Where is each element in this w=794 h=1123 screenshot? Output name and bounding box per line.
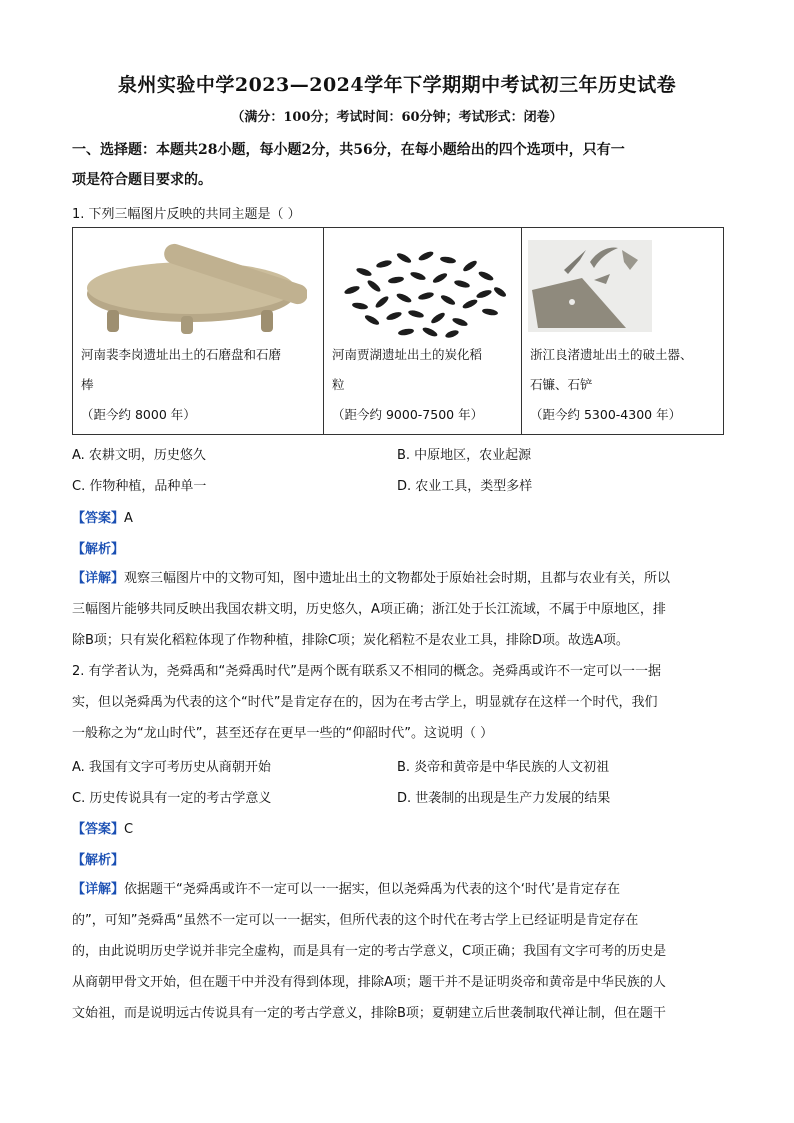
q1-stem: 1. 下列三幅图片反映的共同主题是（ ） (72, 207, 301, 222)
q1-answer-value: A (124, 511, 133, 526)
q2-option-d: D. 世袭制的出现是生产力发展的结果 (397, 791, 611, 806)
q2-stem-line-2: 实，但以尧舜禹为代表的这个“时代”是肯定存在的，因为在考古学上，明显就存在这样一个时代，我们 (72, 695, 658, 710)
q1-caption-3-line-2: 石镰、石铲 (530, 377, 593, 392)
q1-caption-3-line-1: 浙江良渚遗址出土的破土器、 (530, 347, 693, 362)
q1-image-cell-1 (73, 228, 324, 435)
q1-detail-label: 【详解】 (72, 571, 125, 586)
q1-answer (72, 507, 133, 526)
grinding-stone-image (81, 238, 307, 338)
q2-detail-line-3: 的，由此说明历史学说并非完全虚构，而是具有一定的考古学意义，C项正确；我国有文字可考的历史是 (72, 944, 667, 959)
q2-stem (72, 656, 724, 749)
q2-answer (72, 818, 133, 837)
q1-caption-2-line-2: 粒 (332, 377, 345, 392)
q1-option-d: D. 农业工具，类型多样 (397, 479, 533, 494)
q1-caption-2-date: （距今约 9000-7500 年） (332, 407, 484, 422)
q1-detail-line-2: 三幅图片能够共同反映出我国农耕文明，历史悠久，A项正确；浙江处于长江流域，不属于中原地区，排 (72, 602, 666, 617)
q2-detail (72, 874, 724, 1029)
section-heading-line-2: 项是符合题目要求的。 (72, 172, 212, 188)
q1-detail-line-1: 观察三幅图片中的文物可知，图中遗址出土的文物都处于原始社会时期，且都与农业有关，所以 (124, 571, 671, 586)
q1-caption-1-line-1: 河南裴李岗遗址出土的石磨盘和石磨 (81, 347, 282, 362)
q1-image-cell-3 (522, 228, 724, 435)
q1-answer-label: 【答案】 (72, 511, 125, 526)
stone-tools-image (528, 240, 652, 332)
q1-analysis-label: 【解析】 (72, 542, 125, 557)
q1-option-b: B. 中原地区，农业起源 (397, 448, 532, 463)
q2-answer-value: C (124, 822, 134, 837)
exam-subtitle: （满分：100分；考试时间：60分钟；考试形式：闭卷） (231, 110, 563, 125)
q1-image-table (72, 227, 724, 435)
q2-analysis-label: 【解析】 (72, 853, 125, 868)
section-heading (72, 135, 732, 195)
carbonized-rice-image (334, 242, 510, 340)
q1-caption-1-date: （距今约 8000 年） (81, 407, 196, 422)
q1-option-c: C. 作物种植，品种单一 (72, 479, 207, 494)
section-heading-line-1: 一、选择题：本题共28小题，每小题2分，共56分，在每小题给出的四个选项中，只有一 (72, 142, 625, 158)
q2-answer-label: 【答案】 (72, 822, 125, 837)
q1-caption-3-date: （距今约 5300-4300 年） (530, 407, 682, 422)
q2-option-a: A. 我国有文字可考历史从商朝开始 (72, 760, 271, 775)
q1-detail-line-3: 除B项；只有炭化稻粒体现了作物种植，排除C项；炭化稻粒不是农业工具，排除D项。故选A项。 (72, 633, 629, 648)
q2-option-c: C. 历史传说具有一定的考古学意义 (72, 791, 272, 806)
q2-stem-line-1: 2. 有学者认为，尧舜禹和“尧舜禹时代”是两个既有联系又不相同的概念。尧舜禹或许不一定可以一一据 (72, 664, 662, 679)
q2-detail-label: 【详解】 (72, 882, 125, 897)
q2-detail-line-2: 的”，可知”尧舜禹“虽然不一定可以一一据实，但所代表的这个时代在考古学上已经证明是肯定存在 (72, 913, 639, 928)
q1-option-a: A. 农耕文明，历史悠久 (72, 448, 206, 463)
q2-detail-line-4: 从商朝甲骨文开始，但在题干中并没有得到体现，排除A项；题干并不是证明炎帝和黄帝是中华民族的人 (72, 975, 666, 990)
q1-caption-2-line-1: 河南贾湖遗址出土的炭化稻 (332, 347, 483, 362)
q2-detail-line-5: 文始祖，而是说明远古传说具有一定的考古学意义，排除B项；夏朝建立后世袭制取代禅让制，但在题干 (72, 1006, 666, 1021)
q1-image-cell-2 (324, 228, 522, 435)
q2-option-b: B. 炎帝和黄帝是中华民族的人文初祖 (397, 760, 610, 775)
q1-caption-1-line-2: 棒 (81, 377, 94, 392)
q2-detail-line-1: 依据题干“尧舜禹或许不一定可以一一据实，但以尧舜禹为代表的这个‘时代’是肯定存在 (124, 882, 621, 897)
q1-detail (72, 563, 724, 656)
q2-stem-line-3: 一般称之为“龙山时代”，甚至还存在更早一些的“仰韶时代”。这说明（ ） (72, 726, 494, 741)
exam-title: 泉州实验中学2023—2024学年下学期期中考试初三年历史试卷 (117, 74, 677, 96)
